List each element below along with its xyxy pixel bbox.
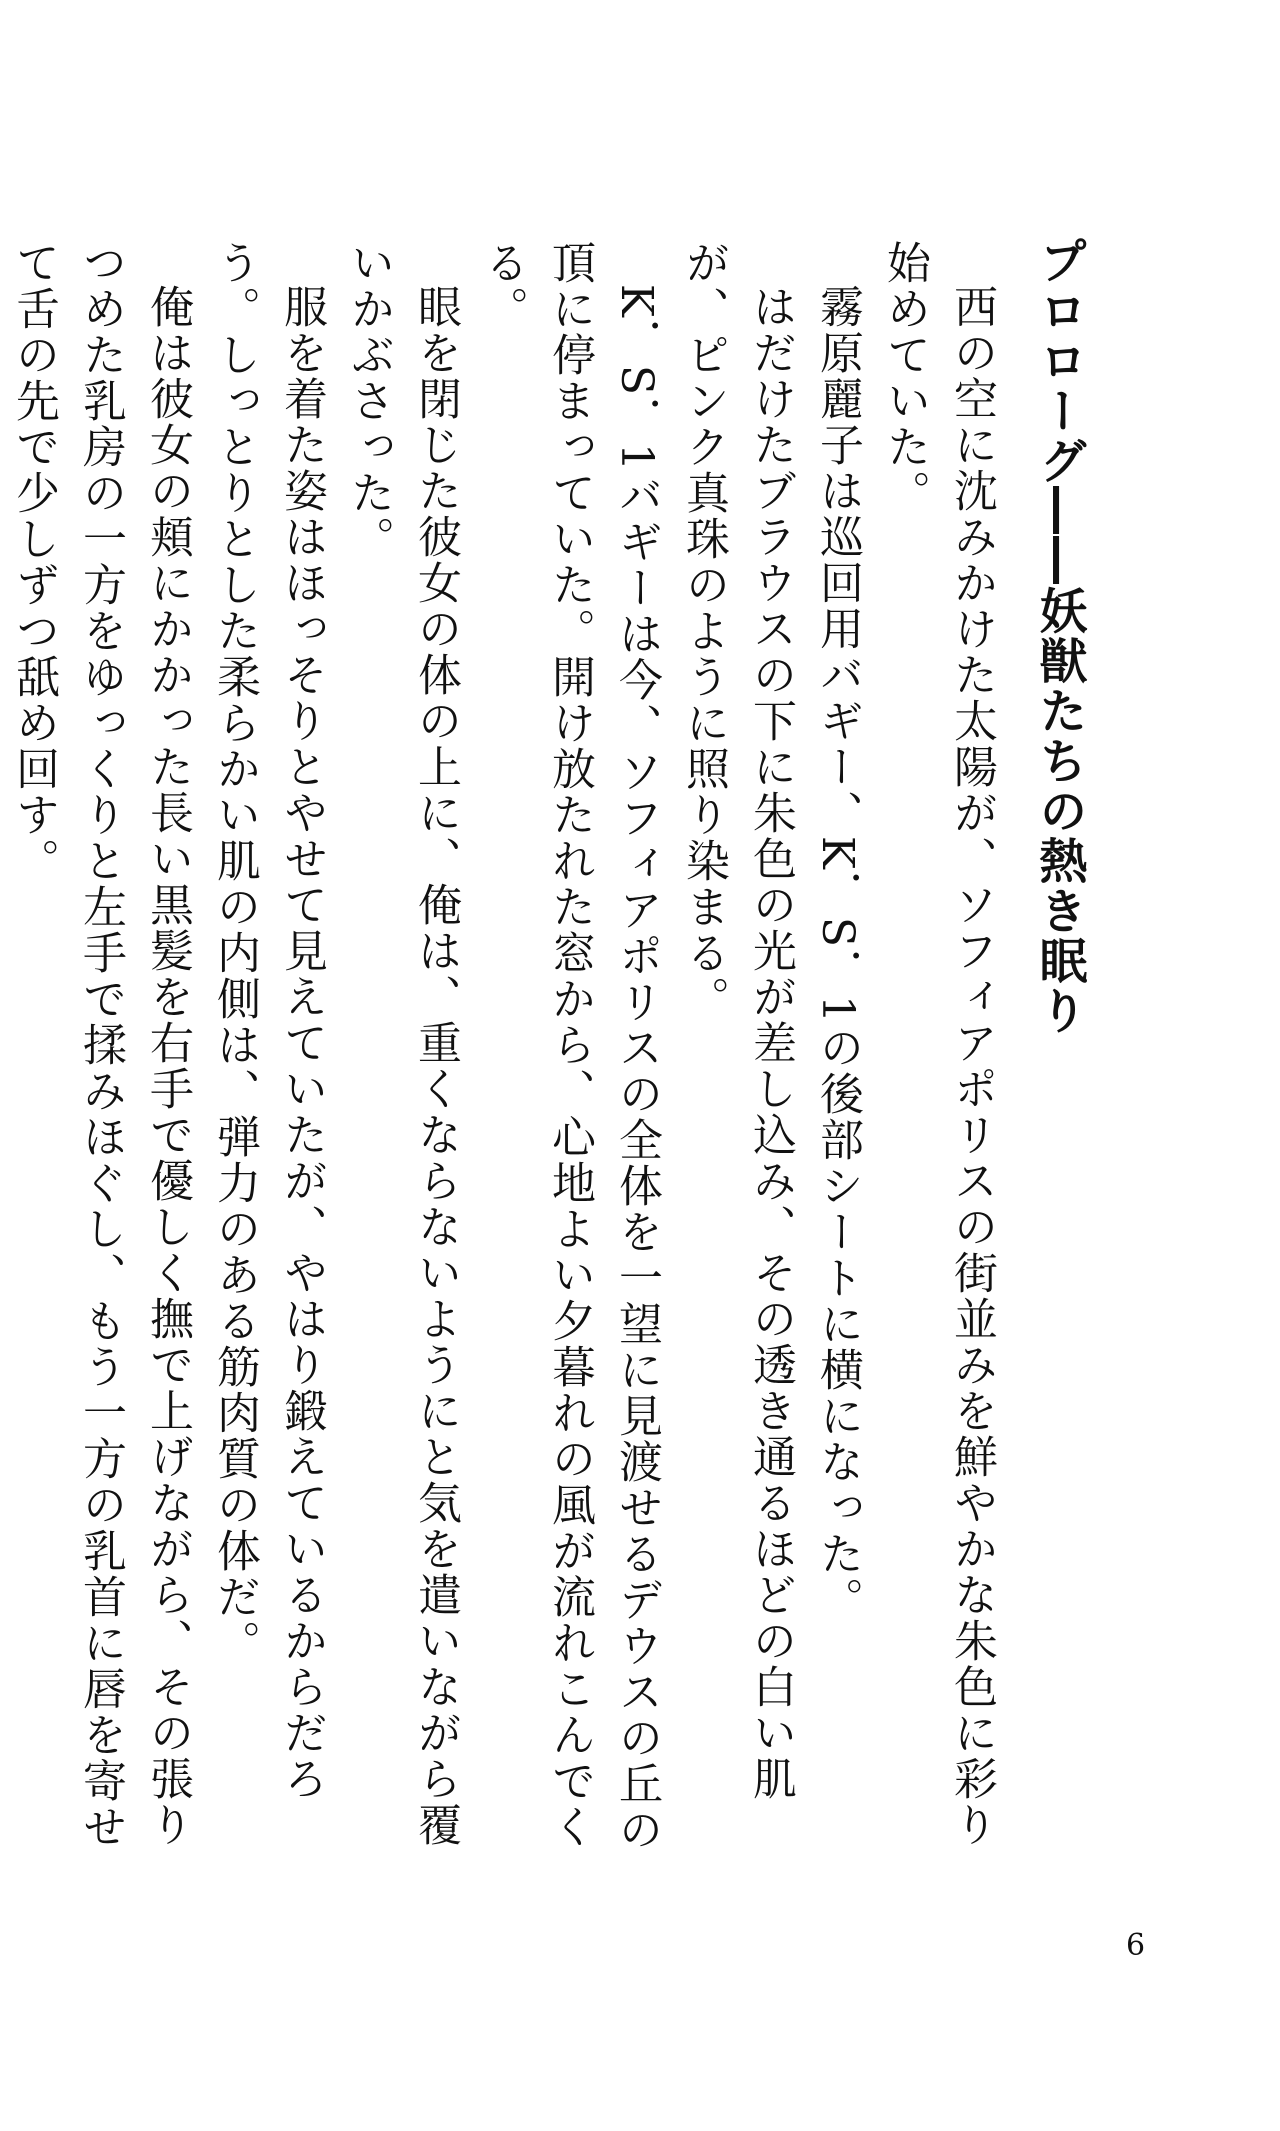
page-number: 6 bbox=[1126, 1928, 1146, 1963]
paragraph-5: 眼を閉じた彼女の体の上に、俺は、重くならないようにと気を遣いながら覆いかぶさった。 bbox=[343, 240, 461, 1848]
body-text bbox=[0, 240, 1005, 1880]
paragraph-3: はだけたブラウスの下に朱色の光が差し込み、その透き通るほどの白い肌が、ピンク真珠のように照り染まる。 bbox=[678, 240, 796, 1802]
paragraph-2: 霧原麗子は巡回用バギー、K．S．1の後部シートに横になった。 bbox=[812, 284, 863, 1624]
paragraph-4: K．S．1バギーは今、ソフィアポリスの全体を一望に見渡せるデウスの丘の頂に停まっていた。開け放たれた窓から、心地よい夕暮れの風が流れこんでくる。 bbox=[477, 240, 662, 1854]
paragraph-7: 俺は彼女の頬にかかった長い黒髪を右手で優しく撫で上げながら、その張りつめた乳房の一方をゆっくりと左手で揉みほぐし、もう一方の乳首に唇を寄せて舌の先で少しずつ舐め回す。 bbox=[8, 240, 193, 1850]
paragraph-6: 服を着た姿はほっそりとやせて見えていたが、やはり鍛えているからだろう。しっとりとした柔らかい肌の内側は、弾力のある筋肉質の体だ。 bbox=[209, 240, 327, 1802]
chapter-title: プロローグ――妖獣たちの熱き眠り bbox=[1031, 236, 1087, 1036]
paragraph-1: 西の空に沈みかけた太陽が、ソフィアポリスの街並みを鮮やかな朱色に彩り始めていた。 bbox=[879, 240, 997, 1848]
